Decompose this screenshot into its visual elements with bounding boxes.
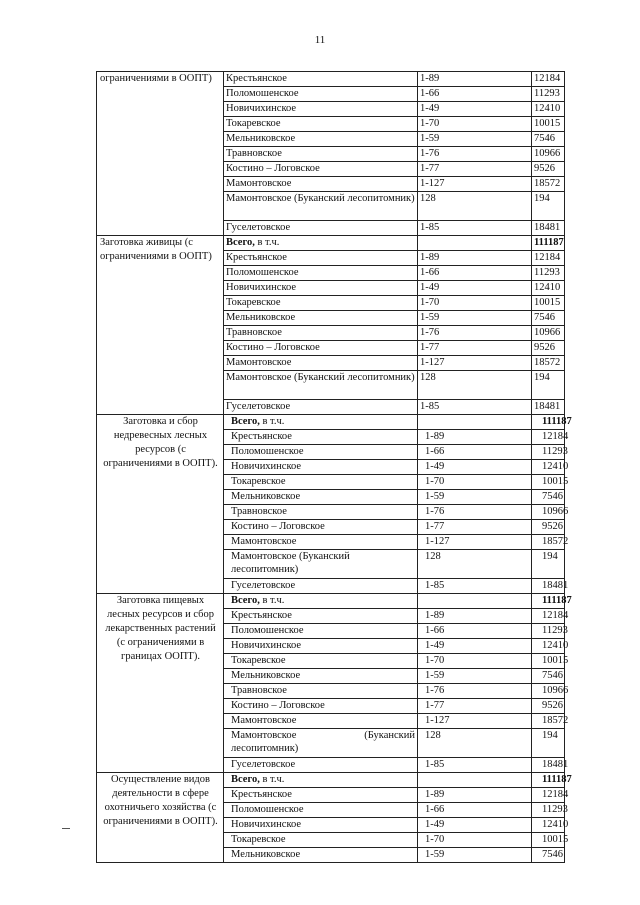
total-area-cell: 111187 xyxy=(532,773,565,788)
area-cell: 7546 xyxy=(532,848,565,863)
district-cell: Поломошенское xyxy=(224,87,418,102)
total-label-cell xyxy=(224,594,418,609)
total-row xyxy=(97,415,565,430)
activity-cell: Осуществление видов деятельности в сфере охотничьего хозяйства (с ограничениями в ООПТ). xyxy=(97,773,224,863)
district-cell: Гуселетовское xyxy=(224,400,418,415)
district-cell: Новичихинское xyxy=(224,281,418,296)
quarters-cell: 1-59 xyxy=(418,132,532,147)
area-cell: 7546 xyxy=(532,669,565,684)
total-label-cell xyxy=(224,773,418,788)
total-area-cell: 111187 xyxy=(532,236,565,251)
quarters-cell: 1-70 xyxy=(418,654,532,669)
district-cell: Мельниковское xyxy=(224,669,418,684)
quarters-cell: 1-76 xyxy=(418,505,532,520)
quarters-cell: 1-76 xyxy=(418,147,532,162)
area-cell: 10015 xyxy=(532,654,565,669)
total-area-cell: 111187 xyxy=(532,594,565,609)
area-cell: 9526 xyxy=(532,341,565,356)
area-cell: 12184 xyxy=(532,609,565,624)
district-cell: Мамонтовское (Буканский лесопитомник) xyxy=(224,192,418,221)
quarters-cell: 1-49 xyxy=(418,281,532,296)
total-row xyxy=(97,236,565,251)
district-cell: Крестьянское xyxy=(224,430,418,445)
quarters-cell: 1-59 xyxy=(418,669,532,684)
area-cell: 18572 xyxy=(532,177,565,192)
area-cell: 11293 xyxy=(532,803,565,818)
area-cell: 10966 xyxy=(532,505,565,520)
area-cell: 11293 xyxy=(532,266,565,281)
quarters-cell: 1-49 xyxy=(418,639,532,654)
quarters-cell: 1-85 xyxy=(418,758,532,773)
area-cell: 18481 xyxy=(532,758,565,773)
area-cell: 7546 xyxy=(532,311,565,326)
quarters-cell: 1-77 xyxy=(418,162,532,177)
district-cell: Мамонтовское xyxy=(224,356,418,371)
district-cell: Травновское xyxy=(224,684,418,699)
area-cell: 12410 xyxy=(532,102,565,117)
quarters-cell: 1-66 xyxy=(418,624,532,639)
district-cell: Мельниковское xyxy=(224,490,418,505)
district-cell: Крестьянское xyxy=(224,788,418,803)
total-label: Всего, xyxy=(231,416,260,427)
quarters-cell: 1-59 xyxy=(418,848,532,863)
district-cell: Мамонтовское (Буканский лесопитомник) xyxy=(224,371,418,400)
district-cell: Поломошенское xyxy=(224,266,418,281)
district-cell: Травновское xyxy=(224,326,418,341)
area-cell: 10015 xyxy=(532,475,565,490)
quarters-cell: 1-127 xyxy=(418,356,532,371)
area-cell: 10966 xyxy=(532,326,565,341)
district-cell: Токаревское xyxy=(224,296,418,311)
quarters-cell: 128 xyxy=(418,192,532,221)
district-cell: Гуселетовское xyxy=(224,221,418,236)
total-suffix: в т.ч. xyxy=(254,237,280,248)
area-cell: 10015 xyxy=(532,833,565,848)
quarters-cell: 1-89 xyxy=(418,430,532,445)
quarters-cell: 1-77 xyxy=(418,699,532,714)
district-cell: Токаревское xyxy=(224,654,418,669)
district-cell: Новичихинское xyxy=(224,639,418,654)
quarters-cell: 1-89 xyxy=(418,609,532,624)
activity-cell: ограничениями в ООПТ) xyxy=(97,72,224,236)
area-cell: 18481 xyxy=(532,400,565,415)
total-suffix: в т.ч. xyxy=(259,595,285,606)
total-suffix: в т.ч. xyxy=(259,774,285,785)
table-row xyxy=(97,72,565,87)
area-cell: 18481 xyxy=(532,579,565,594)
total-suffix: в т.ч. xyxy=(259,416,285,427)
area-cell: 12410 xyxy=(532,639,565,654)
district-cell: Поломошенское xyxy=(224,803,418,818)
area-cell: 12184 xyxy=(532,788,565,803)
total-row xyxy=(97,594,565,609)
district-cell: Поломошенское xyxy=(224,445,418,460)
quarters-cell: 1-127 xyxy=(418,714,532,729)
quarters-cell: 1-66 xyxy=(418,803,532,818)
district-cell: Новичихинское xyxy=(224,102,418,117)
area-cell: 7546 xyxy=(532,490,565,505)
district-cell: Токаревское xyxy=(224,475,418,490)
quarters-cell xyxy=(418,415,532,430)
quarters-cell: 1-49 xyxy=(418,460,532,475)
area-cell: 194 xyxy=(532,192,565,221)
total-label-cell xyxy=(224,236,418,251)
quarters-cell xyxy=(418,773,532,788)
area-cell: 18572 xyxy=(532,535,565,550)
quarters-cell: 1-66 xyxy=(418,87,532,102)
page-number: 11 xyxy=(314,34,326,46)
total-label: Всего, xyxy=(231,774,260,785)
total-label: Всего, xyxy=(231,595,260,606)
quarters-cell: 1-49 xyxy=(418,102,532,117)
activity-cell: Заготовка живицы (с ограничениями в ООПТ) xyxy=(97,236,224,415)
area-cell: 12410 xyxy=(532,281,565,296)
district-cell: Мамонтовское xyxy=(224,177,418,192)
area-cell: 12184 xyxy=(532,251,565,266)
district-cell: Мельниковское xyxy=(224,311,418,326)
district-cell: Мельниковское xyxy=(224,132,418,147)
area-cell: 194 xyxy=(532,550,565,579)
quarters-cell: 1-76 xyxy=(418,326,532,341)
quarters-cell: 1-85 xyxy=(418,221,532,236)
area-cell: 7546 xyxy=(532,132,565,147)
total-area-cell: 111187 xyxy=(532,415,565,430)
district-cell: Новичихинское xyxy=(224,818,418,833)
total-row xyxy=(97,773,565,788)
area-cell: 9526 xyxy=(532,699,565,714)
district-cell: Мельниковское xyxy=(224,848,418,863)
quarters-cell: 1-70 xyxy=(418,475,532,490)
area-cell: 12410 xyxy=(532,460,565,475)
quarters-cell: 1-70 xyxy=(418,833,532,848)
district-cell: Костино – Логовское xyxy=(224,162,418,177)
quarters-cell: 1-85 xyxy=(418,579,532,594)
quarters-cell: 1-49 xyxy=(418,818,532,833)
quarters-cell: 128 xyxy=(418,729,532,758)
quarters-cell: 1-66 xyxy=(418,266,532,281)
area-cell: 194 xyxy=(532,729,565,758)
quarters-cell: 1-59 xyxy=(418,311,532,326)
district-cell: Крестьянское xyxy=(224,72,418,87)
district-cell: Травновское xyxy=(224,147,418,162)
district-cell: Токаревское xyxy=(224,117,418,132)
district-cell: Костино – Логовское xyxy=(224,699,418,714)
area-cell: 18572 xyxy=(532,356,565,371)
area-cell: 10015 xyxy=(532,117,565,132)
quarters-cell: 1-77 xyxy=(418,341,532,356)
quarters-cell: 1-70 xyxy=(418,296,532,311)
quarters-cell: 1-59 xyxy=(418,490,532,505)
quarters-cell: 1-66 xyxy=(418,445,532,460)
area-cell: 18572 xyxy=(532,714,565,729)
district-cell: Новичихинское xyxy=(224,460,418,475)
area-cell: 10966 xyxy=(532,147,565,162)
quarters-cell xyxy=(418,594,532,609)
area-cell: 9526 xyxy=(532,520,565,535)
district-cell: Мамонтовское (Буканский лесопитомник) xyxy=(224,729,418,758)
total-label-cell xyxy=(224,415,418,430)
area-cell: 18481 xyxy=(532,221,565,236)
district-cell: Гуселетовское xyxy=(224,579,418,594)
quarters-cell: 1-89 xyxy=(418,72,532,87)
quarters-cell: 1-77 xyxy=(418,520,532,535)
district-cell: Костино – Логовское xyxy=(224,520,418,535)
quarters-cell: 1-127 xyxy=(418,535,532,550)
district-cell: Мамонтовское xyxy=(224,535,418,550)
quarters-cell: 128 xyxy=(418,550,532,579)
forest-use-table xyxy=(96,71,572,863)
area-cell: 11293 xyxy=(532,87,565,102)
area-cell: 12410 xyxy=(532,818,565,833)
quarters-cell: 1-89 xyxy=(418,788,532,803)
margin-mark xyxy=(62,828,70,829)
district-cell: Костино – Логовское xyxy=(224,341,418,356)
area-cell: 12184 xyxy=(532,72,565,87)
district-cell: Крестьянское xyxy=(224,251,418,266)
area-cell: 11293 xyxy=(532,624,565,639)
district-cell: Травновское xyxy=(224,505,418,520)
quarters-cell: 1-70 xyxy=(418,117,532,132)
total-label: Всего, xyxy=(226,237,255,248)
area-cell: 9526 xyxy=(532,162,565,177)
area-cell: 12184 xyxy=(532,430,565,445)
district-cell: Гуселетовское xyxy=(224,758,418,773)
activity-cell: Заготовка пищевых лесных ресурсов и сбор лекарственных растений (с ограничениями в границах ООПТ). xyxy=(97,594,224,773)
district-cell: Крестьянское xyxy=(224,609,418,624)
district-cell: Токаревское xyxy=(224,833,418,848)
quarters-cell: 1-127 xyxy=(418,177,532,192)
district-cell: Поломошенское xyxy=(224,624,418,639)
quarters-cell: 1-89 xyxy=(418,251,532,266)
district-cell: Мамонтовское xyxy=(224,714,418,729)
area-cell: 10015 xyxy=(532,296,565,311)
quarters-cell xyxy=(418,236,532,251)
quarters-cell: 1-85 xyxy=(418,400,532,415)
area-cell: 11293 xyxy=(532,445,565,460)
area-cell: 10966 xyxy=(532,684,565,699)
quarters-cell: 128 xyxy=(418,371,532,400)
area-cell: 194 xyxy=(532,371,565,400)
activity-cell: Заготовка и сбор недревесных лесных ресурсов (с ограничениями в ООПТ). xyxy=(97,415,224,594)
quarters-cell: 1-76 xyxy=(418,684,532,699)
district-cell: Мамонтовское (Буканский лесопитомник) xyxy=(224,550,418,579)
